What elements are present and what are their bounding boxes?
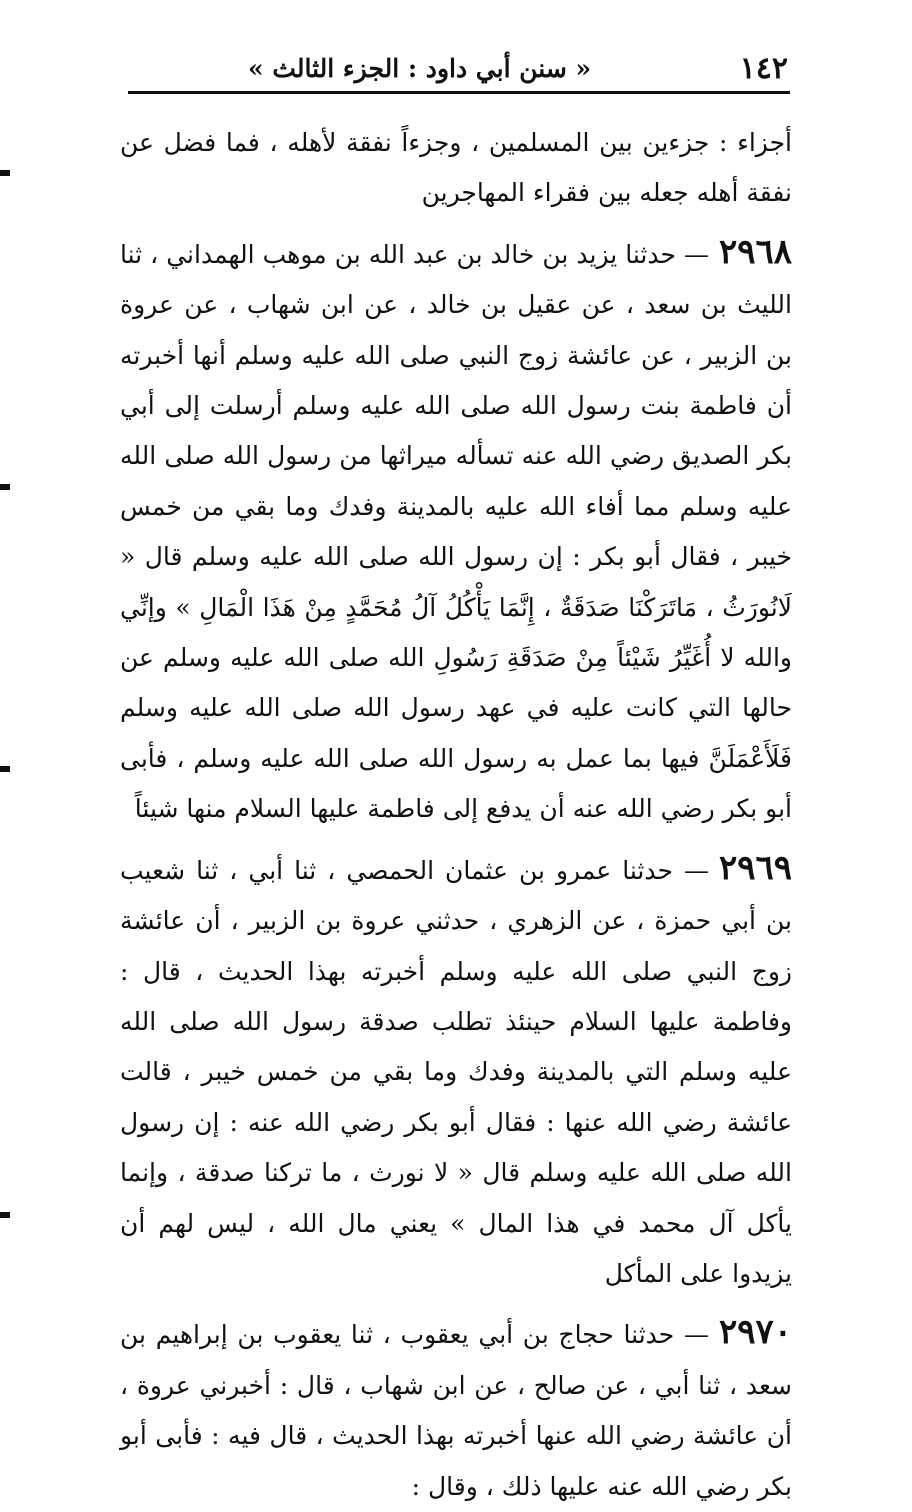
- margin-mark: [0, 766, 10, 772]
- page-header: [128, 46, 788, 90]
- margin-mark: [0, 484, 10, 490]
- page-number: ١٤٢: [739, 50, 788, 86]
- margin-mark: [0, 170, 10, 176]
- hadith-text: — حدثنا يزيد بن خالد بن عبد الله بن موهب الهمداني ، ثنا الليث بن سعد ، عن عقيل بن خالد ، عن ابن شهاب ، عن عروة بن الزبير ، عن عائشة زوج النبي صلى الله عليه وسلم أنها أخبرته أن فاطمة بنت رسول الله صلى الله عليه وسلم أرسلت إلى أبي بكر الصديق رضي الله عنه تسأله ميراثها من رسول الله صلى الله عليه وسلم مما أفاء الله عليه بالمدينة وفدك وما بقي من خمس خيبر ، فقال أبو بكر : إن رسول الله صلى الله عليه وسلم قال « لَانُورَثُ ، مَاتَرَكْنَا صَدَقَةٌ ، إِنَّمَا يَأْكُلُ آلُ مُحَمَّدٍ مِنْ هَذَا الْمَالِ » وإنِّي والله لا أُغَيِّرُ شَيْئاً مِنْ صَدَقَةِ رَسُولِ الله صلى الله عليه وسلم عن حالها التي كانت عليه في عهد رسول الله صلى الله عليه وسلم فَلَأَعْمَلَنَّ فيها بما عمل به رسول الله صلى الله عليه وسلم ، فأبى أبو بكر رضي الله عنه أن يدفع إلى فاطمة عليها السلام منها شيئاً: [120, 239, 793, 824]
- hadith-text: — حدثنا عمرو بن عثمان الحمصي ، ثنا أبي ، ثنا شعيب بن أبي حمزة ، عن الزهري ، حدثني عروة بن الزبير ، أن عائشة زوج النبي صلى الله عليه وسلم أخبرته بهذا الحديث ، قال : وفاطمة عليها السلام حينئذ تطلب صدقة رسول الله صلى الله عليه وسلم التي بالمدينة وفدك وما بقي من خمس خيبر ، قالت عائشة رضي الله عنها : فقال أبو بكر رضي الله عنه : إن رسول الله صلى الله عليه وسلم قال « لا نورث ، ما تركنا صدقة ، وإنما يأكل آل محمد في هذا المال » يعني مال الله ، ليس لهم أن يزيدوا على المأكل: [120, 855, 792, 1288]
- header-rule: [128, 91, 790, 94]
- hadith-number: ٢٩٧٠: [718, 1312, 792, 1353]
- hadith-paragraph: [120, 1307, 792, 1512]
- margin-mark: [0, 1212, 10, 1218]
- hadith-paragraph: [120, 227, 792, 835]
- hadith-number: ٢٩٦٨: [718, 231, 792, 272]
- hadith-paragraph: [120, 843, 792, 1300]
- body-text: [120, 118, 792, 1512]
- hadith-number: ٢٩٦٩: [718, 847, 792, 888]
- intro-paragraph: أجزاء : جزءين بين المسلمين ، وجزءاً نفقة لأهله ، فما فضل عن نفقة أهله جعله بين فقراء المهاجرين: [120, 128, 792, 208]
- hadith-text: — حدثنا حجاج بن أبي يعقوب ، ثنا يعقوب بن إبراهيم بن سعد ، ثنا أبي ، عن صالح ، عن ابن شهاب ، قال : أخبرني عروة ، أن عائشة رضي الله عنها أخبرته بهذا الحديث ، قال فيه : فأبى أبو بكر رضي الله عنه عليها ذلك ، وقال :: [120, 1320, 792, 1501]
- running-title: « سنن أبي داود : الجزء الثالث »: [248, 53, 592, 83]
